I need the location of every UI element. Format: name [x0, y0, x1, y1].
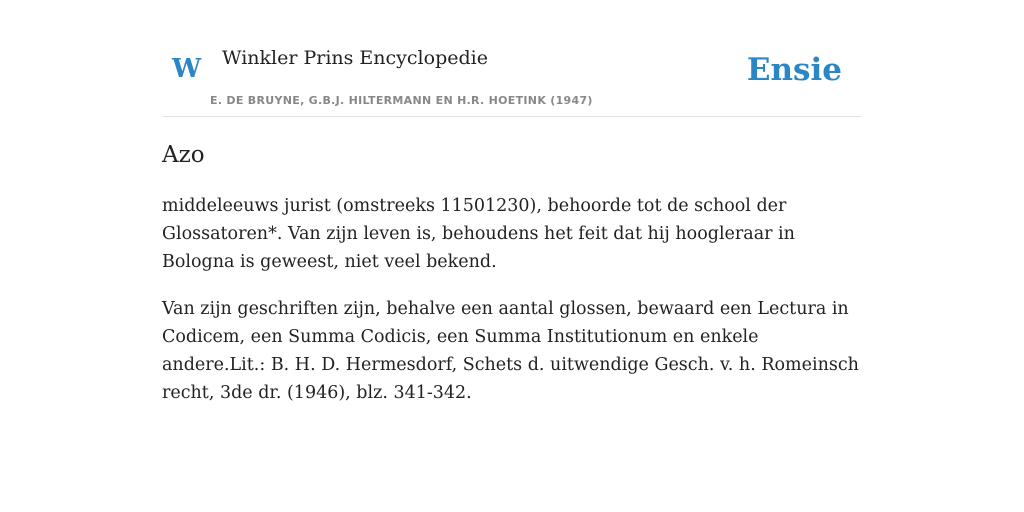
article-content — [162, 137, 862, 407]
article-paragraph: middeleeuws jurist (omstreeks 11501230), behoorde tot de school der Glossatoren*. Van zijn leven is, behoudens het feit dat hij hoogleraar in Bologna is geweest, niet veel bekend. — [162, 196, 795, 272]
encyclopedia-header — [162, 0, 862, 117]
article-paragraph: Van zijn geschriften zijn, behalve een aantal glossen, bewaard een Lectura in Codicem, een Summa Codicis, een Summa Institutionum en enkele andere.Lit.: B. H. D. Hermesdorf, Schets d. uitwendige Gesch. v. h. Romeinsch recht, 3de dr. (1946), blz. 341-342. — [162, 299, 859, 403]
ensie-logo-link[interactable]: Ensie — [746, 52, 842, 88]
encyclopedia-logo[interactable]: W — [172, 54, 202, 84]
encyclopedia-title[interactable]: Winkler Prins Encyclopedie — [222, 47, 488, 69]
encyclopedia-authors: E. DE BRUYNE, G.B.J. HILTERMANN EN H.R. HOETINK (1947) — [210, 94, 593, 107]
article-title: Azo — [162, 142, 205, 168]
